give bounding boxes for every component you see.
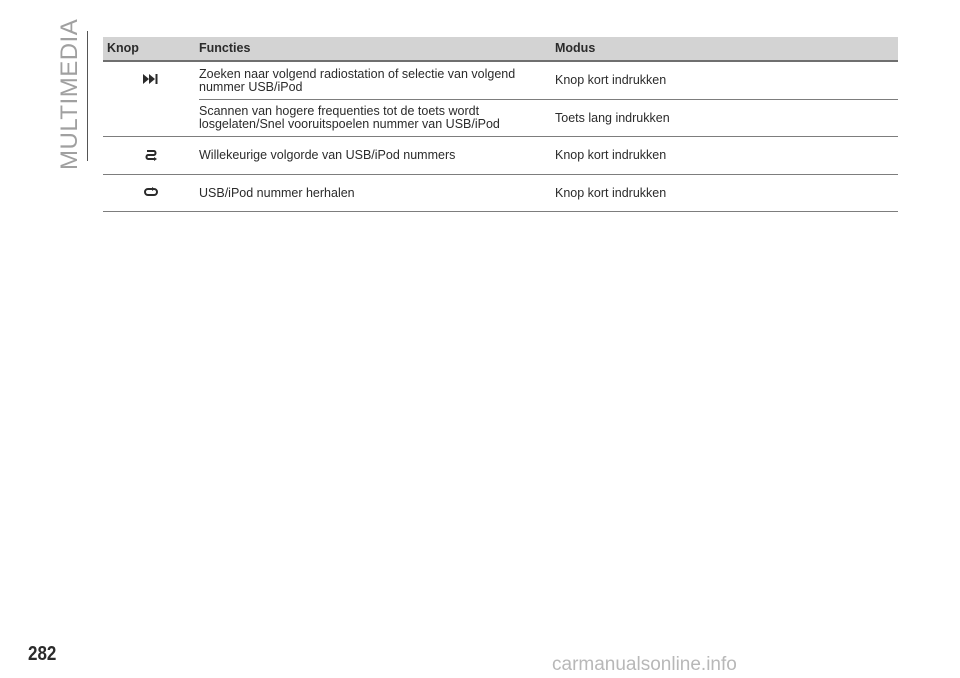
table-header	[103, 37, 898, 62]
controls-table	[103, 37, 898, 212]
modus-cell: Knop kort indrukken	[555, 148, 667, 162]
modus-cell: Toets lang indrukken	[555, 110, 670, 125]
section-divider	[87, 31, 88, 161]
knop-cell	[103, 62, 199, 136]
functie-cell: Scannen van hogere frequenties tot de toets wordt losgelaten/Snel vooruitspoelen nummer van USB/iPod	[199, 104, 500, 131]
table-row-group	[103, 62, 898, 137]
shuffle-icon	[143, 149, 159, 161]
section-label	[56, 18, 84, 170]
repeat-icon	[143, 187, 159, 199]
skip-forward-icon	[143, 74, 159, 86]
page-number: 282	[28, 643, 57, 665]
modus-cell: Knop kort indrukken	[555, 185, 667, 200]
header-functies: Functies	[199, 41, 251, 55]
functie-cell: Willekeurige volgorde van USB/iPod nummers	[199, 148, 456, 162]
table-row	[199, 137, 898, 174]
table-row-group	[103, 175, 898, 212]
table-row-group	[103, 137, 898, 175]
knop-cell	[103, 137, 199, 174]
header-modus: Modus	[555, 41, 596, 55]
table-row	[199, 175, 898, 211]
section-title: MULTIMEDIA	[56, 18, 83, 170]
modus-cell: Knop kort indrukken	[555, 73, 667, 87]
functie-cell: Zoeken naar volgend radiostation of selectie van volgend nummer USB/iPod	[199, 66, 516, 94]
header-knop: Knop	[107, 41, 139, 55]
table-row	[199, 99, 898, 136]
watermark: carmanualsonline.info	[552, 654, 737, 675]
knop-cell	[103, 175, 199, 211]
functie-cell: USB/iPod nummer herhalen	[199, 185, 355, 200]
table-row	[199, 62, 898, 99]
